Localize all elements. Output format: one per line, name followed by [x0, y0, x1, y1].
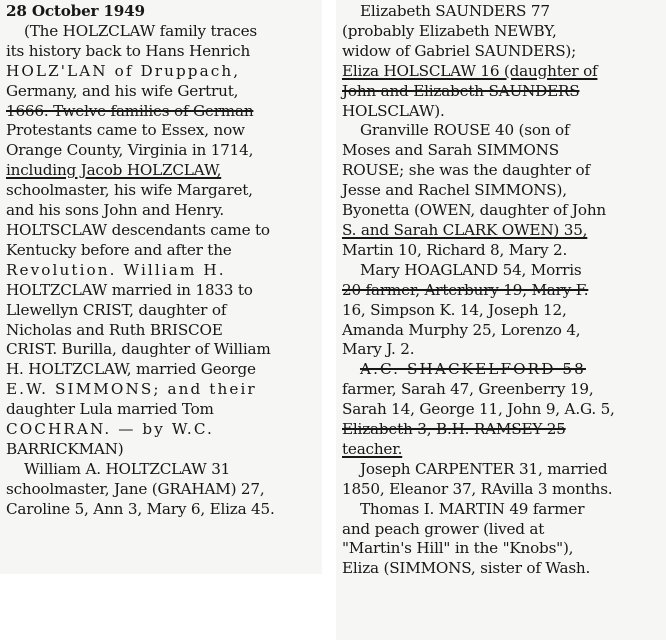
text-line: Sarah 14, George 11, John 9, A.G. 5, [342, 400, 615, 419]
text-line: Mary HOAGLAND 54, Morris [360, 260, 582, 279]
text-line: Granville ROUSE 40 (son of [360, 121, 570, 140]
text-line: (The HOLZCLAW family traces [24, 21, 257, 40]
text-line: (probably Elizabeth NEWBY, [342, 21, 557, 40]
text-line: and his sons John and Henry. [6, 201, 225, 220]
text-line: HOLZ'LAN of Druppach, [6, 61, 241, 80]
text-line: schoolmaster, Jane (GRAHAM) 27, [6, 479, 265, 498]
text-line: daughter Lula married Tom [6, 400, 214, 419]
text-line: E.W. SIMMONS; and their [6, 380, 257, 399]
text-line: HOLTSCLAW descendants came to [6, 220, 270, 239]
text-line: Mary J. 2. [342, 340, 415, 359]
text-line: including Jacob HOLZCLAW, [6, 161, 222, 180]
right-column [336, 0, 666, 640]
text-line: teacher. [342, 439, 403, 458]
text-line: Protestants came to Essex, now [6, 121, 245, 140]
text-line: Byonetta (OWEN, daughter of John [342, 201, 607, 220]
text-line: S. and Sarah CLARK OWEN) 35, [342, 220, 588, 239]
text-line: HOLTZCLAW married in 1833 to [6, 280, 253, 299]
text-line: Eliza (SIMMONS, sister of Wash. [342, 559, 591, 578]
text-line: Llewellyn CRIST, daughter of [6, 300, 227, 319]
text-line: 1850, Eleanor 37, RAvilla 3 months. [342, 479, 613, 498]
text-line: BARRICKMAN) [6, 439, 124, 458]
text-line: Orange County, Virginia in 1714, [6, 141, 254, 160]
text-line: 20 farmer, Arterbury 19, Mary F. [342, 280, 589, 299]
text-line: "Martin's Hill" in the "Knobs"), [342, 539, 574, 558]
text-line: widow of Gabriel SAUNDERS); [342, 41, 577, 60]
text-line: COCHRAN. — by W.C. [6, 420, 214, 439]
article-date: 28 October 1949 [6, 2, 145, 20]
text-line: Nicholas and Ruth BRISCOE [6, 320, 223, 339]
text-line: farmer, Sarah 47, Greenberry 19, [342, 380, 594, 399]
text-line: its history back to Hans Henrich [6, 41, 251, 60]
text-line: Amanda Murphy 25, Lorenzo 4, [342, 320, 581, 339]
text-line: 16, Simpson K. 14, Joseph 12, [342, 300, 567, 319]
text-line: and peach grower (lived at [342, 519, 545, 538]
text-line: William A. HOLTZCLAW 31 [24, 459, 231, 478]
left-column [0, 0, 322, 574]
text-line: John and Elizabeth SAUNDERS [342, 81, 580, 100]
text-line: A.C. SHACKELFORD 58 [360, 360, 586, 379]
text-line: schoolmaster, his wife Margaret, [6, 181, 253, 200]
text-line: Kentucky before and after the [6, 240, 232, 259]
text-line: Jesse and Rachel SIMMONS), [342, 181, 567, 200]
text-line: Moses and Sarah SIMMONS [342, 141, 559, 160]
text-line: Martin 10, Richard 8, Mary 2. [342, 240, 568, 259]
text-line: ROUSE; she was the daughter of [342, 161, 590, 180]
text-line: Revolution. William H. [6, 260, 226, 279]
text-line: Eliza HOLSCLAW 16 (daughter of [342, 61, 598, 80]
text-line: Thomas I. MARTIN 49 farmer [360, 499, 585, 518]
text-line: Elizabeth SAUNDERS 77 [360, 2, 550, 20]
text-line: H. HOLTZCLAW, married George [6, 360, 256, 379]
text-line: HOLSCLAW). [342, 101, 445, 120]
text-line: CRIST. Burilla, daughter of William [6, 340, 271, 359]
text-line: Elizabeth 3, B.H. RAMSEY 25 [342, 420, 566, 439]
text-line: Germany, and his wife Gertrut, [6, 81, 239, 100]
text-line: 1666. Twelve families of German [6, 101, 254, 120]
text-line: Joseph CARPENTER 31, married [360, 459, 608, 478]
text-line: Caroline 5, Ann 3, Mary 6, Eliza 45. [6, 499, 275, 518]
